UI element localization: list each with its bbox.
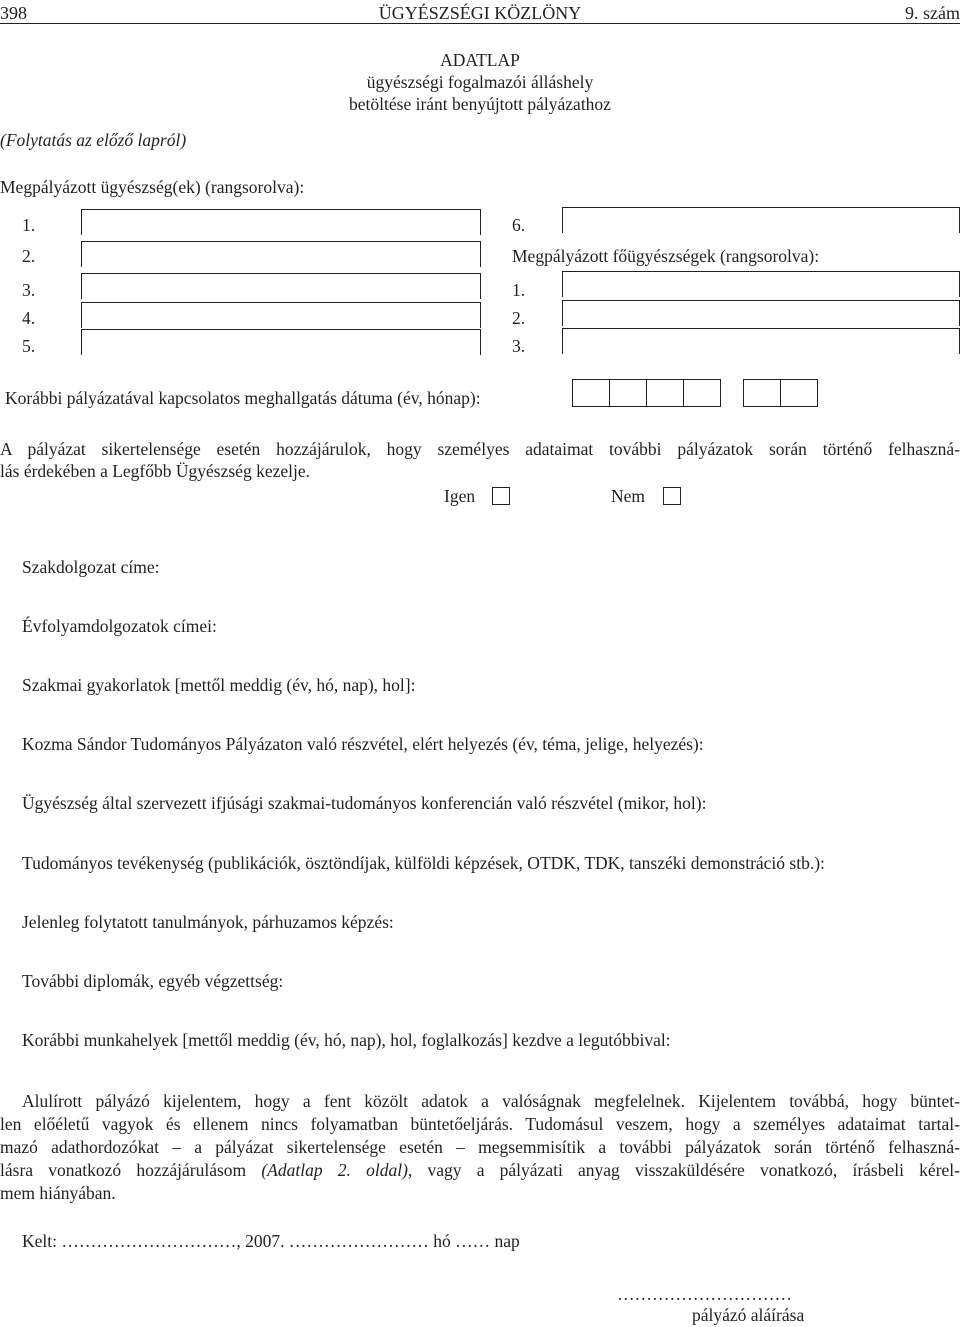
signature-label: pályázó aláírása <box>692 1305 805 1325</box>
office-number-5: 5. <box>22 336 36 356</box>
form-subtitle-line1: ügyészségi fogalmazói álláshely <box>366 72 594 92</box>
chief-office-number-2: 2. <box>512 308 526 328</box>
year-digit-2-box[interactable] <box>609 379 647 407</box>
chief-office-input-3[interactable] <box>562 328 960 354</box>
year-digit-4-box[interactable] <box>683 379 721 407</box>
office-input-1[interactable] <box>81 209 481 235</box>
year-digit-1-box[interactable] <box>572 379 610 407</box>
office-input-6[interactable] <box>562 207 960 233</box>
office-input-2[interactable] <box>81 241 481 267</box>
current-studies-label: Jelenleg folytatott tanulmányok, párhuzamos képzés: <box>22 912 394 932</box>
thesis-title-label: Szakdolgozat címe: <box>22 557 160 577</box>
office-number-3: 3. <box>22 280 36 300</box>
office-number-1: 1. <box>22 215 36 235</box>
declaration-line4-italic: (Adatlap 2. oldal), <box>261 1160 413 1180</box>
office-number-4: 4. <box>22 308 36 328</box>
kozma-competition-label: Kozma Sándor Tudományos Pályázaton való részvétel, elért helyezés (év, téma, jelige, helyezés): <box>22 734 704 754</box>
declaration-line4 <box>0 1159 960 1182</box>
consent-text-line2: lás érdekében a Legfőbb Ügyészség kezelje. <box>0 461 310 481</box>
year-papers-label: Évfolyamdolgozatok címei: <box>22 616 217 636</box>
consent-text-line1: A pályázat sikertelensége esetén hozzájárulok, hogy személyes adataimat további pályázatok során történő felhaszná- <box>0 439 960 459</box>
chief-office-number-1: 1. <box>512 280 526 300</box>
year-digit-3-box[interactable] <box>646 379 684 407</box>
office-number-6: 6. <box>512 215 526 235</box>
chief-office-input-2[interactable] <box>562 300 960 326</box>
internships-label: Szakmai gyakorlatok [mettől meddig (év, hó, nap), hol]: <box>22 675 416 695</box>
page-number: 398 <box>0 3 27 23</box>
header-rule <box>0 23 960 24</box>
office-input-4[interactable] <box>81 302 481 328</box>
journal-title: ÜGYÉSZSÉGI KÖZLÖNY <box>378 3 582 23</box>
declaration-line1: Alulírott pályázó kijelentem, hogy a fent közölt adatok a valóságnak megfelelnek. Kijelentem továbbá, hogy büntet- <box>22 1091 960 1111</box>
declaration-line4-end: vagy a pályázati anyag visszaküldésére vonatkozó, írásbeli kérel- <box>412 1160 960 1180</box>
signature-dots: ………………………… <box>617 1284 792 1304</box>
chief-office-number-3: 3. <box>512 336 526 356</box>
offices-label: Megpályázott ügyészség(ek) (rangsorolva): <box>0 177 305 197</box>
youth-conference-label: Ügyészség által szervezett ifjúsági szakmai-tudományos konferencián való részvétel (mikor, hol): <box>22 793 707 813</box>
date-line: Kelt: …………………………, 2007. …………………… hó …… nap <box>22 1231 520 1251</box>
consent-no-checkbox[interactable] <box>663 487 681 505</box>
hearing-date-label: Korábbi pályázatával kapcsolatos meghallgatás dátuma (év, hónap): <box>5 388 481 408</box>
consent-yes-checkbox[interactable] <box>492 487 510 505</box>
declaration-line2: len előéletű vagyok és ellenem nincs folyamatban büntetőeljárás. Tudomásul veszem, hogy a személyes adataimat tartal- <box>0 1114 960 1134</box>
previous-jobs-label: Korábbi munkahelyek [mettől meddig (év, hó, nap), hol, foglalkozás] kezdve a legutóbbival: <box>22 1030 671 1050</box>
month-digit-1-box[interactable] <box>743 379 781 407</box>
office-input-3[interactable] <box>81 273 481 299</box>
chief-office-input-1[interactable] <box>562 271 960 297</box>
month-digit-2-box[interactable] <box>780 379 818 407</box>
declaration-line5: mem hiányában. <box>0 1183 116 1203</box>
form-subtitle-line2: betöltése iránt benyújtott pályázathoz <box>349 94 611 114</box>
declaration-line4-start: lásra vonatkozó hozzájárulásom <box>0 1160 262 1180</box>
consent-no-label: Nem <box>611 486 646 506</box>
chief-offices-label: Megpályázott főügyészségek (rangsorolva): <box>512 246 820 266</box>
declaration-line3: mazó adathordozókat – a pályázat sikertelensége esetén – megsemmisítik a további pályázatok során történő felhaszná- <box>0 1137 960 1157</box>
other-degrees-label: További diplomák, egyéb végzettség: <box>22 971 284 991</box>
scientific-activity-label: Tudományos tevékenység (publikációk, ösztöndíjak, külföldi képzések, OTDK, TDK, tanszéki demonstráció stb.): <box>22 853 825 873</box>
form-title: ADATLAP <box>440 50 520 70</box>
office-input-5[interactable] <box>81 329 481 355</box>
office-number-2: 2. <box>22 246 36 266</box>
consent-yes-label: Igen <box>444 486 476 506</box>
continuation-note: (Folytatás az előző lapról) <box>0 130 187 150</box>
issue-number: 9. szám <box>905 3 960 23</box>
